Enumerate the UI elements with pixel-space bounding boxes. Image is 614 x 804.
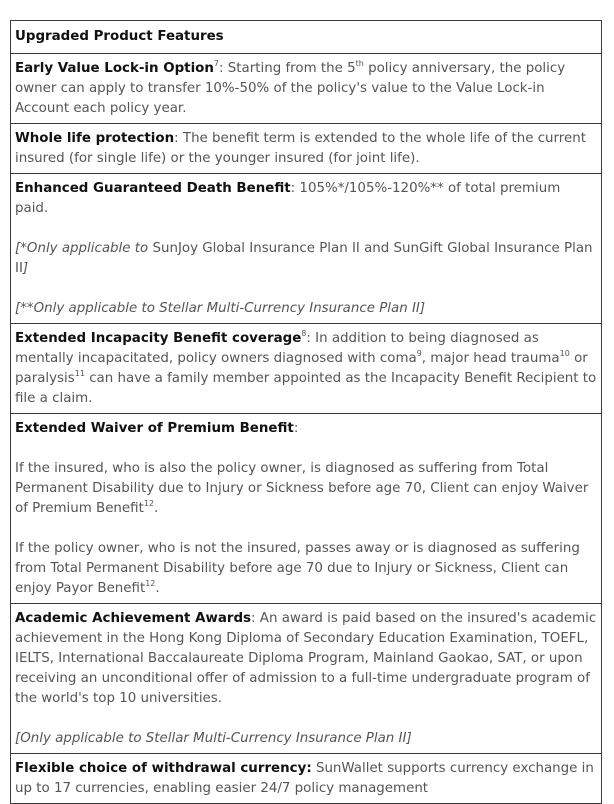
feature-paragraph	[15, 539, 597, 599]
feature-title: Early Value Lock-in Option	[15, 61, 214, 76]
feature-title: Flexible choice of withdrawal currency:	[15, 761, 312, 776]
note-text: [*Only applicable to	[15, 241, 153, 256]
feature-text: policy anniversary, the policy owner can apply to transfer 10%-50% of the policy's value to the Value Lock-in Account each policy year.	[15, 61, 566, 116]
footnote-ref: 9	[416, 349, 422, 358]
paragraph-text: If the policy owner, who is not the insured, passes away or is diagnosed as suffering from Total Permanent Disability before age 70 due to Injury or Sickness, Client can enjoy Payor Benefit	[15, 541, 580, 596]
feature-main-line	[15, 179, 597, 219]
paragraph-end: .	[155, 581, 160, 596]
footnote-ref: 8	[301, 329, 307, 338]
feature-text: SunWallet supports currency exchange in up to 17 currencies, enabling easier 24/7 policy management	[15, 761, 594, 796]
paragraph-text: If the insured, who is also the policy owner, is diagnosed as suffering from Total Permanent Disability due to Injury or Sickness before age 70, Client can enjoy Waiver of Premium Benefit	[15, 461, 589, 516]
ordinal-suffix: th	[355, 59, 364, 68]
feature-title: Extended Waiver of Premium Benefit	[15, 421, 294, 436]
feature-row-academic	[11, 604, 602, 754]
footnote-ref: 12	[143, 499, 155, 508]
note-plan-names: SunJoy Global Insurance Plan II and SunGift Global Insurance Plan II	[15, 241, 593, 276]
feature-text: : Starting from the 5	[219, 61, 356, 76]
feature-cell	[11, 54, 602, 124]
feature-text: : In addition to being diagnosed as mentally incapacitated, policy owners diagnosed with coma	[15, 331, 539, 366]
footnote-ref: 7	[213, 59, 220, 68]
feature-text: :	[293, 421, 299, 436]
feature-title: Whole life protection	[15, 131, 175, 146]
table-header: Upgraded Product Features	[11, 21, 602, 54]
spacer	[15, 709, 597, 729]
spacer	[15, 279, 597, 299]
applicability-note: [Only applicable to Stellar Multi-Currency Insurance Plan II]	[15, 731, 412, 746]
feature-cell	[11, 754, 602, 804]
footnote-ref: 12	[145, 579, 156, 588]
paragraph-end: .	[154, 501, 159, 516]
feature-row-value-lock-in	[11, 54, 602, 124]
feature-row-withdrawal-currency	[11, 754, 602, 804]
spacer	[15, 439, 597, 459]
feature-text: or paralysis	[15, 351, 588, 386]
spacer	[15, 519, 597, 539]
feature-title: Academic Achievement Awards	[15, 611, 252, 626]
applicability-note: [**Only applicable to Stellar Multi-Currency Insurance Plan II]	[15, 301, 426, 316]
footnote-ref: 10	[559, 349, 570, 358]
feature-row-incapacity	[11, 324, 602, 414]
feature-title: Extended Incapacity Benefit coverage	[15, 331, 302, 346]
feature-cell	[11, 174, 602, 324]
footnote-ref: 11	[74, 369, 85, 378]
spacer	[15, 219, 597, 239]
feature-row-waiver	[11, 414, 602, 604]
feature-main-line	[15, 419, 597, 439]
feature-text: : The benefit term is extended to the whole life of the current insured (for single life) or the younger insured (for joint life).	[15, 131, 586, 166]
feature-text: : 105%*/105%-120%** of total premium paid.	[15, 181, 561, 216]
feature-paragraph	[15, 459, 597, 519]
feature-text: , major head trauma	[421, 351, 560, 366]
feature-row-death-benefit	[11, 174, 602, 324]
feature-cell	[11, 604, 602, 754]
table-header-row	[11, 21, 602, 54]
note-text: ]	[22, 261, 29, 276]
applicability-note	[15, 239, 597, 279]
feature-text: can have a family member appointed as the Incapacity Benefit Recipient to file a claim.	[15, 371, 597, 406]
feature-title: Enhanced Guaranteed Death Benefit	[15, 181, 291, 196]
feature-cell	[11, 414, 602, 604]
feature-text: : An award is paid based on the insured's academic achievement in the Hong Kong Diploma of Secondary Education Examination, TOEFL, IELTS, International Baccalaureate Diploma Program, Mainland Gaokao, SAT, or upon receiving an unconditional offer of admission to a full-time undergraduate program of the world's top 10 universities.	[15, 611, 597, 706]
feature-row-whole-life	[11, 124, 602, 174]
feature-main-line	[15, 609, 597, 709]
feature-cell	[11, 324, 602, 414]
features-table	[10, 20, 602, 804]
feature-cell	[11, 124, 602, 174]
